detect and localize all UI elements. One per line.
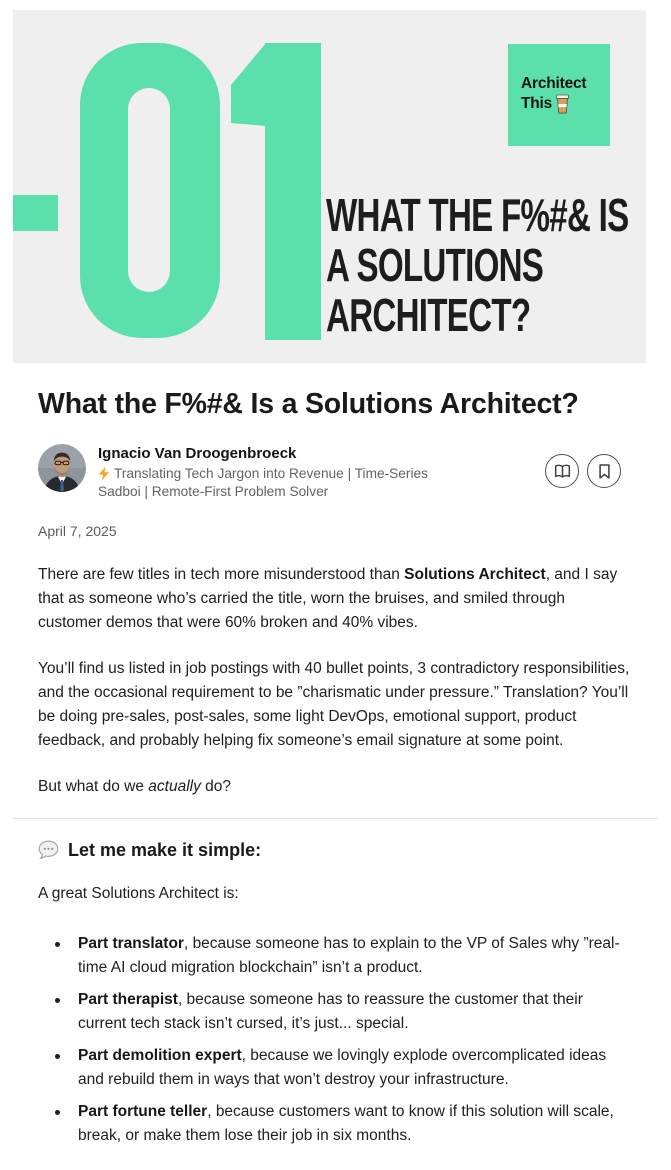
logo-word-1: Architect: [521, 75, 587, 92]
author-meta: [98, 444, 545, 500]
logo-word-2: This: [521, 95, 553, 112]
author-name[interactable]: Ignacio Van Droogenbroeck: [98, 445, 297, 462]
role-bullet-list: [38, 932, 633, 1148]
list-item: Part demolition expert, because we lovingly explode overcomplicated ideas and rebuild them in ways that won’t destroy your infrastructure.: [38, 1044, 633, 1092]
paragraph-3: But what do we actually do?: [38, 778, 232, 795]
cover-headline-line-3: ARCHITECT?: [326, 289, 531, 341]
section-heading-text: Let me make it simple:: [68, 840, 262, 860]
cover-headline-line-2: A SOLUTIONS: [326, 239, 544, 291]
article-title: What the F%#& Is a Solutions Architect?: [38, 388, 579, 420]
book-icon: [554, 464, 571, 479]
list-item: Part fortune teller, because customers want to know if this solution will scale, break, or make them lose their job in six months.: [38, 1100, 633, 1148]
cover-headline-line-1: WHAT THE F%#& IS: [326, 189, 629, 241]
section-divider: [13, 818, 658, 819]
lightning-icon: [98, 466, 110, 481]
author-tagline: [98, 465, 545, 500]
reader-mode-button[interactable]: [545, 454, 579, 488]
list-item: Part translator, because someone has to explain to the VP of Sales why ”real-time AI cloud migration blockchain” isn’t a product.: [38, 932, 633, 980]
avatar-photo: [38, 444, 86, 492]
speech-bubble-icon: [38, 840, 59, 860]
cover-image[interactable]: [13, 10, 646, 363]
article-actions: [545, 454, 621, 488]
publish-date: April 7, 2025: [38, 523, 117, 539]
author-tagline-line-2: Sadboi | Remote-First Problem Solver: [98, 483, 329, 499]
author-row: [38, 444, 633, 500]
cover-headline: [326, 190, 646, 340]
architect-this-logo: [508, 44, 610, 146]
section-heading: [38, 838, 633, 862]
article-page: [0, 10, 671, 1170]
author-tagline-line-1: Translating Tech Jargon into Revenue | Time-Series: [114, 466, 428, 481]
coffee-cup-icon: [555, 94, 570, 114]
list-item: Part therapist, because someone has to reassure the customer that their current tech stack isn’t cursed, it’s just... special.: [38, 988, 633, 1036]
paragraph-2: You’ll find us listed in job postings with 40 bullet points, 3 contradictory responsibilities, and the occasional requirement to be ”charismatic under pressure.” Translation? You’ll be doing pre-sales, post-sales, some light DevOps, emotional support, product feedback, and probably helping fix someone’s email signature at some point.: [38, 660, 630, 749]
section-intro: A great Solutions Architect is:: [38, 885, 239, 902]
bookmark-button[interactable]: [587, 454, 621, 488]
author-avatar[interactable]: [38, 444, 86, 492]
bookmark-icon: [598, 464, 611, 479]
paragraph-1: There are few titles in tech more misunderstood than Solutions Architect, and I say that as someone who’s carried the title, worn the bruises, and smiled through customer demos that were 60% broken and 40% vibes.: [38, 566, 618, 631]
article-body: [38, 563, 633, 799]
